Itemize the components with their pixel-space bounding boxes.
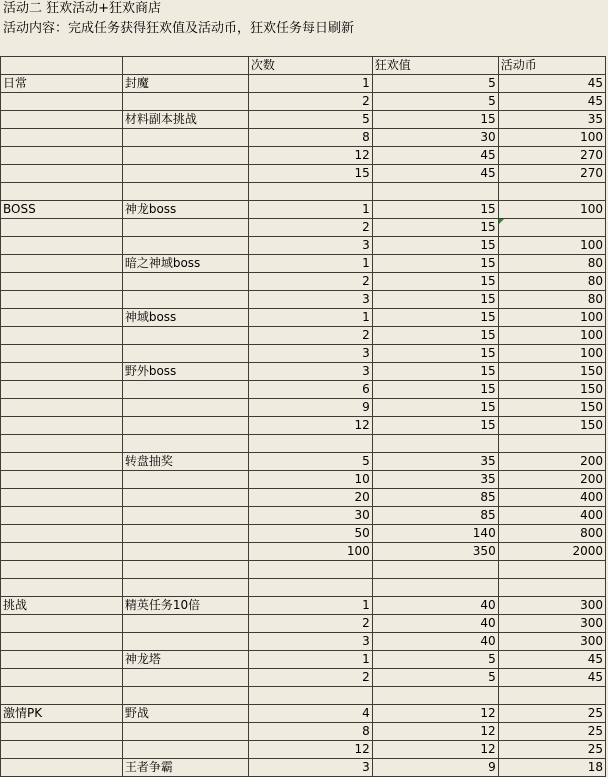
category-cell[interactable] <box>1 687 123 705</box>
table-row <box>1 201 606 219</box>
task-cell[interactable] <box>122 723 248 741</box>
task-cell[interactable] <box>122 219 248 237</box>
table-row <box>1 453 606 471</box>
activity-coin-cell[interactable]: 100 <box>498 129 605 147</box>
table-row <box>1 651 606 669</box>
activity-coin-cell[interactable]: 150 <box>498 399 605 417</box>
activity-coin-cell[interactable]: 80 <box>498 273 605 291</box>
task-cell[interactable]: 神龙塔 <box>122 651 248 669</box>
count-cell[interactable]: 3 <box>248 363 372 381</box>
activity-coin-cell[interactable]: 25 <box>498 723 605 741</box>
task-cell[interactable] <box>122 525 248 543</box>
task-cell[interactable] <box>122 345 248 363</box>
table-row <box>1 129 606 147</box>
carnival-value-cell[interactable]: 15 <box>372 273 498 291</box>
header-activity-coin[interactable]: 活动币 <box>498 57 605 75</box>
count-cell[interactable]: 1 <box>248 309 372 327</box>
table-row <box>1 597 606 615</box>
activity-coin-cell[interactable]: 150 <box>498 363 605 381</box>
category-cell[interactable] <box>1 471 123 489</box>
carnival-value-cell[interactable]: 350 <box>372 543 498 561</box>
task-cell[interactable] <box>122 633 248 651</box>
task-cell[interactable] <box>122 507 248 525</box>
header-count[interactable]: 次数 <box>248 57 372 75</box>
carnival-value-cell[interactable]: 15 <box>372 237 498 255</box>
activity-coin-cell[interactable]: 800 <box>498 525 605 543</box>
category-cell[interactable] <box>1 363 123 381</box>
category-cell[interactable] <box>1 741 123 759</box>
category-cell[interactable] <box>1 345 123 363</box>
activity-coin-cell[interactable]: 100 <box>498 201 605 219</box>
count-cell[interactable]: 2 <box>248 273 372 291</box>
carnival-value-cell[interactable]: 5 <box>372 651 498 669</box>
carnival-value-cell[interactable] <box>372 561 498 579</box>
task-cell[interactable] <box>122 579 248 597</box>
activity-coin-cell[interactable]: 35 <box>498 111 605 129</box>
count-cell[interactable]: 2 <box>248 669 372 687</box>
task-cell[interactable]: 神域boss <box>122 309 248 327</box>
task-cell[interactable] <box>122 741 248 759</box>
category-cell[interactable] <box>1 381 123 399</box>
activity-coin-cell[interactable]: 100 <box>498 327 605 345</box>
count-cell[interactable]: 1 <box>248 201 372 219</box>
count-cell[interactable]: 1 <box>248 75 372 93</box>
activity-coin-cell[interactable]: 300 <box>498 633 605 651</box>
carnival-value-cell[interactable]: 45 <box>372 147 498 165</box>
task-cell[interactable]: 神龙boss <box>122 201 248 219</box>
count-cell[interactable]: 50 <box>248 525 372 543</box>
count-cell[interactable]: 2 <box>248 327 372 345</box>
table-row <box>1 759 606 777</box>
table-row <box>1 615 606 633</box>
table-row <box>1 237 606 255</box>
carnival-value-cell[interactable]: 15 <box>372 291 498 309</box>
category-cell[interactable] <box>1 399 123 417</box>
table-row <box>1 165 606 183</box>
activity-coin-cell[interactable]: 400 <box>498 489 605 507</box>
task-cell[interactable]: 精英任务10倍 <box>122 597 248 615</box>
count-cell[interactable]: 12 <box>248 741 372 759</box>
activity-coin-cell[interactable]: 100 <box>498 237 605 255</box>
carnival-value-cell[interactable]: 5 <box>372 93 498 111</box>
task-cell[interactable] <box>122 237 248 255</box>
count-cell[interactable]: 3 <box>248 237 372 255</box>
table-row <box>1 543 606 561</box>
carnival-value-cell[interactable]: 15 <box>372 381 498 399</box>
count-cell[interactable]: 6 <box>248 381 372 399</box>
category-cell[interactable] <box>1 291 123 309</box>
activity-coin-cell[interactable]: 2000 <box>498 543 605 561</box>
table-row <box>1 723 606 741</box>
table-row <box>1 291 606 309</box>
category-cell[interactable] <box>1 237 123 255</box>
carnival-value-cell[interactable]: 35 <box>372 471 498 489</box>
task-cell[interactable] <box>122 471 248 489</box>
activity-coin-cell[interactable] <box>498 183 605 201</box>
table-row <box>1 633 606 651</box>
activity-coin-cell[interactable]: 300 <box>498 615 605 633</box>
carnival-value-cell[interactable]: 85 <box>372 507 498 525</box>
count-cell[interactable]: 2 <box>248 93 372 111</box>
count-cell[interactable]: 1 <box>248 651 372 669</box>
task-cell[interactable] <box>122 399 248 417</box>
carnival-value-cell[interactable]: 15 <box>372 399 498 417</box>
table-row <box>1 75 606 93</box>
category-cell[interactable] <box>1 255 123 273</box>
table-row <box>1 561 606 579</box>
task-cell[interactable] <box>122 615 248 633</box>
category-cell[interactable] <box>1 561 123 579</box>
table-row <box>1 273 606 291</box>
category-cell[interactable] <box>1 327 123 345</box>
task-cell[interactable] <box>122 417 248 435</box>
category-cell[interactable] <box>1 525 123 543</box>
carnival-value-cell[interactable]: 15 <box>372 417 498 435</box>
count-cell[interactable]: 8 <box>248 723 372 741</box>
category-cell[interactable] <box>1 273 123 291</box>
count-cell[interactable]: 12 <box>248 417 372 435</box>
count-cell[interactable] <box>248 687 372 705</box>
task-cell[interactable]: 野外boss <box>122 363 248 381</box>
category-cell[interactable]: BOSS <box>1 201 123 219</box>
carnival-value-cell[interactable]: 40 <box>372 615 498 633</box>
task-cell[interactable] <box>122 327 248 345</box>
header-row <box>1 57 606 75</box>
task-cell[interactable]: 野战 <box>122 705 248 723</box>
category-cell[interactable] <box>1 615 123 633</box>
task-cell[interactable]: 暗之神域boss <box>122 255 248 273</box>
count-cell[interactable]: 8 <box>248 129 372 147</box>
carnival-value-cell[interactable]: 12 <box>372 705 498 723</box>
category-cell[interactable] <box>1 759 123 777</box>
activity-coin-cell[interactable]: 45 <box>498 651 605 669</box>
table-row <box>1 399 606 417</box>
table-row <box>1 471 606 489</box>
sheet-description: 活动内容：完成任务获得狂欢值及活动币，狂欢任务每日刷新 <box>3 21 355 36</box>
count-cell[interactable]: 1 <box>248 255 372 273</box>
activity-coin-cell[interactable]: 80 <box>498 255 605 273</box>
carnival-value-cell[interactable]: 15 <box>372 255 498 273</box>
category-cell[interactable]: 日常 <box>1 75 123 93</box>
activity-coin-cell[interactable]: 18 <box>498 759 605 777</box>
activity-coin-cell[interactable] <box>498 561 605 579</box>
count-cell[interactable] <box>248 183 372 201</box>
category-cell[interactable] <box>1 579 123 597</box>
activity-coin-cell[interactable] <box>498 579 605 597</box>
table-row <box>1 111 606 129</box>
count-cell[interactable]: 9 <box>248 399 372 417</box>
carnival-value-cell[interactable]: 15 <box>372 309 498 327</box>
carnival-value-cell[interactable]: 140 <box>372 525 498 543</box>
category-cell[interactable] <box>1 489 123 507</box>
category-cell[interactable] <box>1 633 123 651</box>
activity-coin-cell[interactable] <box>498 435 605 453</box>
category-cell[interactable] <box>1 111 123 129</box>
category-cell[interactable] <box>1 417 123 435</box>
table-row <box>1 363 606 381</box>
count-cell[interactable]: 30 <box>248 507 372 525</box>
category-cell[interactable] <box>1 147 123 165</box>
table-row <box>1 705 606 723</box>
carnival-value-cell[interactable]: 15 <box>372 201 498 219</box>
carnival-value-cell[interactable] <box>372 183 498 201</box>
task-cell[interactable] <box>122 435 248 453</box>
activity-coin-cell[interactable]: 270 <box>498 165 605 183</box>
category-cell[interactable] <box>1 165 123 183</box>
count-cell[interactable] <box>248 579 372 597</box>
task-cell[interactable] <box>122 489 248 507</box>
carnival-value-cell[interactable]: 9 <box>372 759 498 777</box>
header-blank-1[interactable] <box>1 57 123 75</box>
category-cell[interactable] <box>1 309 123 327</box>
category-cell[interactable] <box>1 435 123 453</box>
carnival-value-cell[interactable]: 85 <box>372 489 498 507</box>
carnival-value-cell[interactable]: 35 <box>372 453 498 471</box>
activity-table <box>0 56 606 777</box>
table-row <box>1 327 606 345</box>
activity-coin-cell[interactable]: 150 <box>498 381 605 399</box>
carnival-value-cell[interactable]: 5 <box>372 669 498 687</box>
carnival-value-cell[interactable]: 30 <box>372 129 498 147</box>
table-row <box>1 489 606 507</box>
activity-coin-cell[interactable]: 200 <box>498 471 605 489</box>
task-cell[interactable] <box>122 687 248 705</box>
sheet-title: 活动二 狂欢活动+狂欢商店 <box>3 1 162 16</box>
table-row <box>1 147 606 165</box>
table-row <box>1 345 606 363</box>
carnival-value-cell[interactable]: 40 <box>372 597 498 615</box>
activity-coin-cell[interactable]: 300 <box>498 597 605 615</box>
table-row <box>1 507 606 525</box>
activity-coin-cell[interactable] <box>498 219 605 237</box>
count-cell[interactable]: 10 <box>248 471 372 489</box>
count-cell[interactable]: 100 <box>248 543 372 561</box>
category-cell[interactable] <box>1 651 123 669</box>
table-row <box>1 255 606 273</box>
header-blank-2[interactable] <box>122 57 248 75</box>
category-cell[interactable] <box>1 507 123 525</box>
activity-coin-cell[interactable]: 270 <box>498 147 605 165</box>
table-row <box>1 669 606 687</box>
count-cell[interactable]: 15 <box>248 165 372 183</box>
task-cell[interactable] <box>122 291 248 309</box>
carnival-value-cell[interactable]: 45 <box>372 165 498 183</box>
task-cell[interactable] <box>122 381 248 399</box>
table-row <box>1 309 606 327</box>
count-cell[interactable]: 12 <box>248 147 372 165</box>
count-cell[interactable]: 1 <box>248 597 372 615</box>
count-cell[interactable]: 3 <box>248 291 372 309</box>
carnival-value-cell[interactable]: 15 <box>372 111 498 129</box>
carnival-value-cell[interactable]: 15 <box>372 219 498 237</box>
carnival-value-cell[interactable]: 15 <box>372 345 498 363</box>
task-cell[interactable] <box>122 273 248 291</box>
activity-coin-cell[interactable]: 45 <box>498 75 605 93</box>
task-cell[interactable] <box>122 183 248 201</box>
count-cell[interactable] <box>248 561 372 579</box>
carnival-value-cell[interactable] <box>372 687 498 705</box>
activity-coin-cell[interactable]: 25 <box>498 705 605 723</box>
activity-coin-cell[interactable]: 80 <box>498 291 605 309</box>
activity-coin-cell[interactable]: 200 <box>498 453 605 471</box>
table-row <box>1 381 606 399</box>
task-cell[interactable] <box>122 147 248 165</box>
activity-coin-cell[interactable]: 45 <box>498 93 605 111</box>
count-cell[interactable]: 20 <box>248 489 372 507</box>
count-cell[interactable]: 4 <box>248 705 372 723</box>
table-row <box>1 687 606 705</box>
category-cell[interactable] <box>1 723 123 741</box>
category-cell[interactable]: 激情PK <box>1 705 123 723</box>
table-row <box>1 417 606 435</box>
activity-coin-cell[interactable]: 25 <box>498 741 605 759</box>
count-cell[interactable]: 3 <box>248 759 372 777</box>
activity-coin-cell[interactable]: 400 <box>498 507 605 525</box>
carnival-value-cell[interactable]: 12 <box>372 723 498 741</box>
carnival-value-cell[interactable] <box>372 579 498 597</box>
task-cell[interactable] <box>122 561 248 579</box>
task-cell[interactable]: 转盘抽奖 <box>122 453 248 471</box>
carnival-value-cell[interactable] <box>372 435 498 453</box>
table-row <box>1 93 606 111</box>
table-row <box>1 741 606 759</box>
table-row <box>1 183 606 201</box>
carnival-value-cell[interactable]: 5 <box>372 75 498 93</box>
activity-coin-cell[interactable] <box>498 687 605 705</box>
table-row <box>1 435 606 453</box>
category-cell[interactable] <box>1 93 123 111</box>
table-row <box>1 579 606 597</box>
table-row <box>1 525 606 543</box>
carnival-value-cell[interactable]: 15 <box>372 363 498 381</box>
count-cell[interactable]: 5 <box>248 111 372 129</box>
category-cell[interactable] <box>1 543 123 561</box>
task-cell[interactable]: 王者争霸 <box>122 759 248 777</box>
carnival-value-cell[interactable]: 15 <box>372 327 498 345</box>
activity-coin-cell[interactable]: 45 <box>498 669 605 687</box>
category-cell[interactable]: 挑战 <box>1 597 123 615</box>
count-cell[interactable]: 5 <box>248 453 372 471</box>
category-cell[interactable] <box>1 183 123 201</box>
task-cell[interactable] <box>122 129 248 147</box>
task-cell[interactable] <box>122 543 248 561</box>
count-cell[interactable]: 2 <box>248 219 372 237</box>
category-cell[interactable] <box>1 219 123 237</box>
task-cell[interactable] <box>122 669 248 687</box>
activity-coin-cell[interactable]: 150 <box>498 417 605 435</box>
count-cell[interactable]: 2 <box>248 615 372 633</box>
task-cell[interactable] <box>122 93 248 111</box>
table-row <box>1 219 606 237</box>
task-cell[interactable] <box>122 165 248 183</box>
carnival-value-cell[interactable]: 40 <box>372 633 498 651</box>
task-cell[interactable]: 封魔 <box>122 75 248 93</box>
count-cell[interactable]: 3 <box>248 633 372 651</box>
task-cell[interactable]: 材料副本挑战 <box>122 111 248 129</box>
category-cell[interactable] <box>1 453 123 471</box>
count-cell[interactable] <box>248 435 372 453</box>
count-cell[interactable]: 3 <box>248 345 372 363</box>
carnival-value-cell[interactable]: 12 <box>372 741 498 759</box>
category-cell[interactable] <box>1 669 123 687</box>
activity-coin-cell[interactable]: 100 <box>498 345 605 363</box>
activity-coin-cell[interactable]: 100 <box>498 309 605 327</box>
category-cell[interactable] <box>1 129 123 147</box>
header-carnival-value[interactable]: 狂欢值 <box>372 57 498 75</box>
